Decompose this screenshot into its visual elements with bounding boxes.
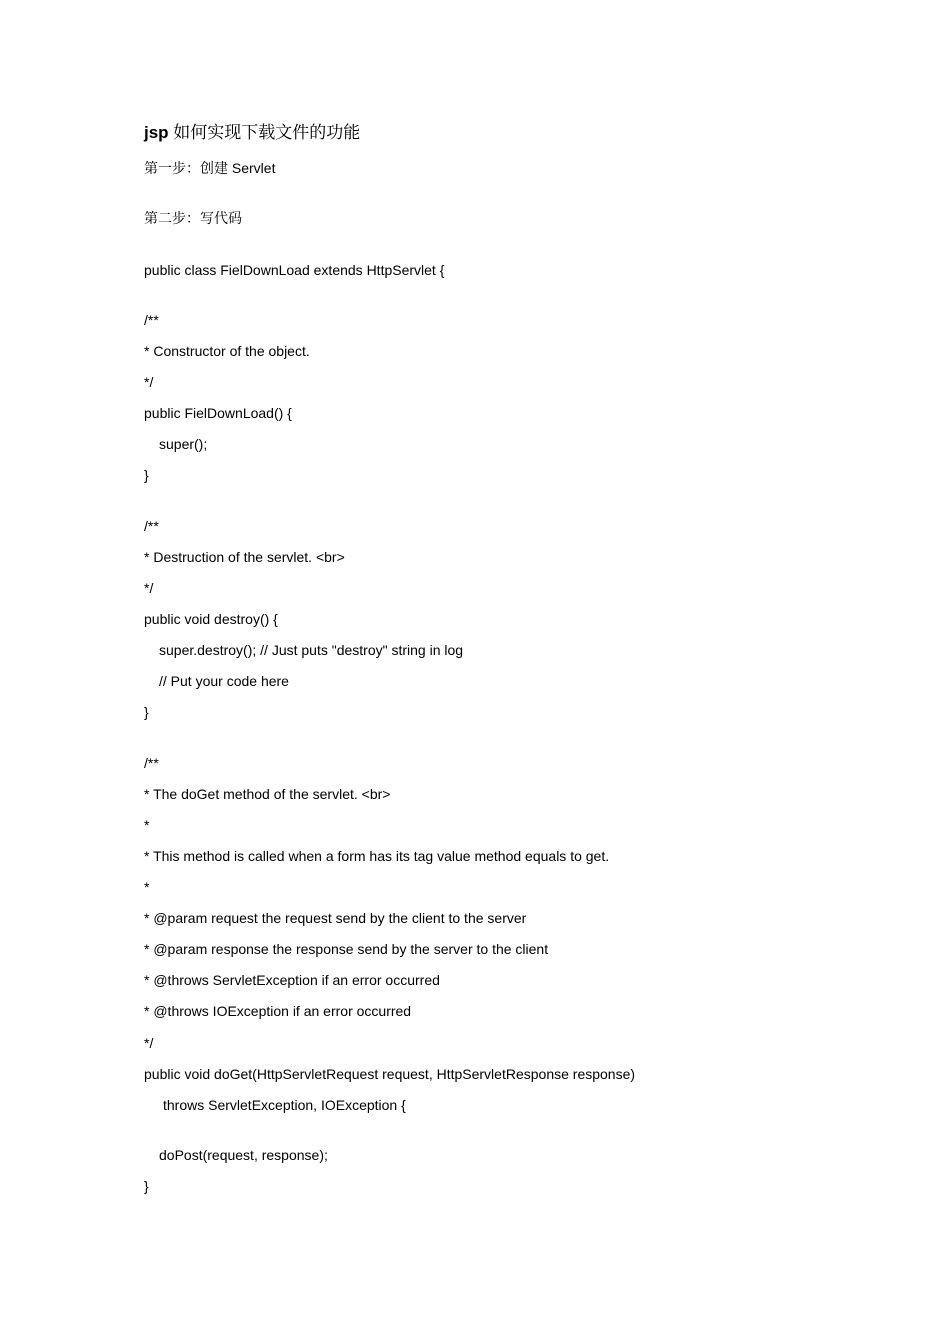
step-one: 第一步：创建 Servlet [144, 160, 276, 176]
code-line: public void destroy() { [144, 611, 278, 627]
title-rest: 如何实现下载文件的功能 [168, 123, 361, 142]
code-line: * @param response the response send by the server to the client [144, 941, 549, 957]
document-title [144, 122, 360, 144]
code-line: // Put your code here [159, 673, 289, 689]
code-line: doPost(request, response); [159, 1147, 328, 1163]
code-line: * Destruction of the servlet. <br> [144, 549, 345, 565]
code-line: /** [144, 312, 159, 328]
code-line: } [144, 1178, 149, 1194]
code-line: * @param request the request send by the client to the server [144, 910, 527, 926]
title-prefix: jsp [144, 123, 169, 142]
code-line: * @throws IOException if an error occurred [144, 1003, 412, 1019]
code-line: super(); [159, 436, 208, 452]
code-line: } [144, 467, 149, 483]
code-line: super.destroy(); // Just puts "destroy" string in log [159, 642, 464, 658]
code-line: } [144, 704, 149, 720]
code-line: * @throws ServletException if an error occurred [144, 972, 440, 988]
code-line: throws ServletException, IOException { [163, 1097, 406, 1113]
code-line: * The doGet method of the servlet. <br> [144, 786, 391, 802]
code-line: public FielDownLoad() { [144, 405, 292, 421]
code-line: * [144, 817, 150, 833]
code-line: */ [144, 374, 154, 390]
code-line: * Constructor of the object. [144, 343, 310, 359]
step-two: 第二步：写代码 [144, 210, 242, 226]
code-line: public class FielDownLoad extends HttpServlet { [144, 262, 445, 278]
code-line: * This method is called when a form has its tag value method equals to get. [144, 848, 610, 864]
code-line: * [144, 879, 150, 895]
code-line: */ [144, 580, 154, 596]
code-line: */ [144, 1035, 154, 1051]
code-line: public void doGet(HttpServletRequest request, HttpServletResponse response) [144, 1066, 636, 1082]
code-line: /** [144, 518, 159, 534]
code-line: /** [144, 755, 159, 771]
